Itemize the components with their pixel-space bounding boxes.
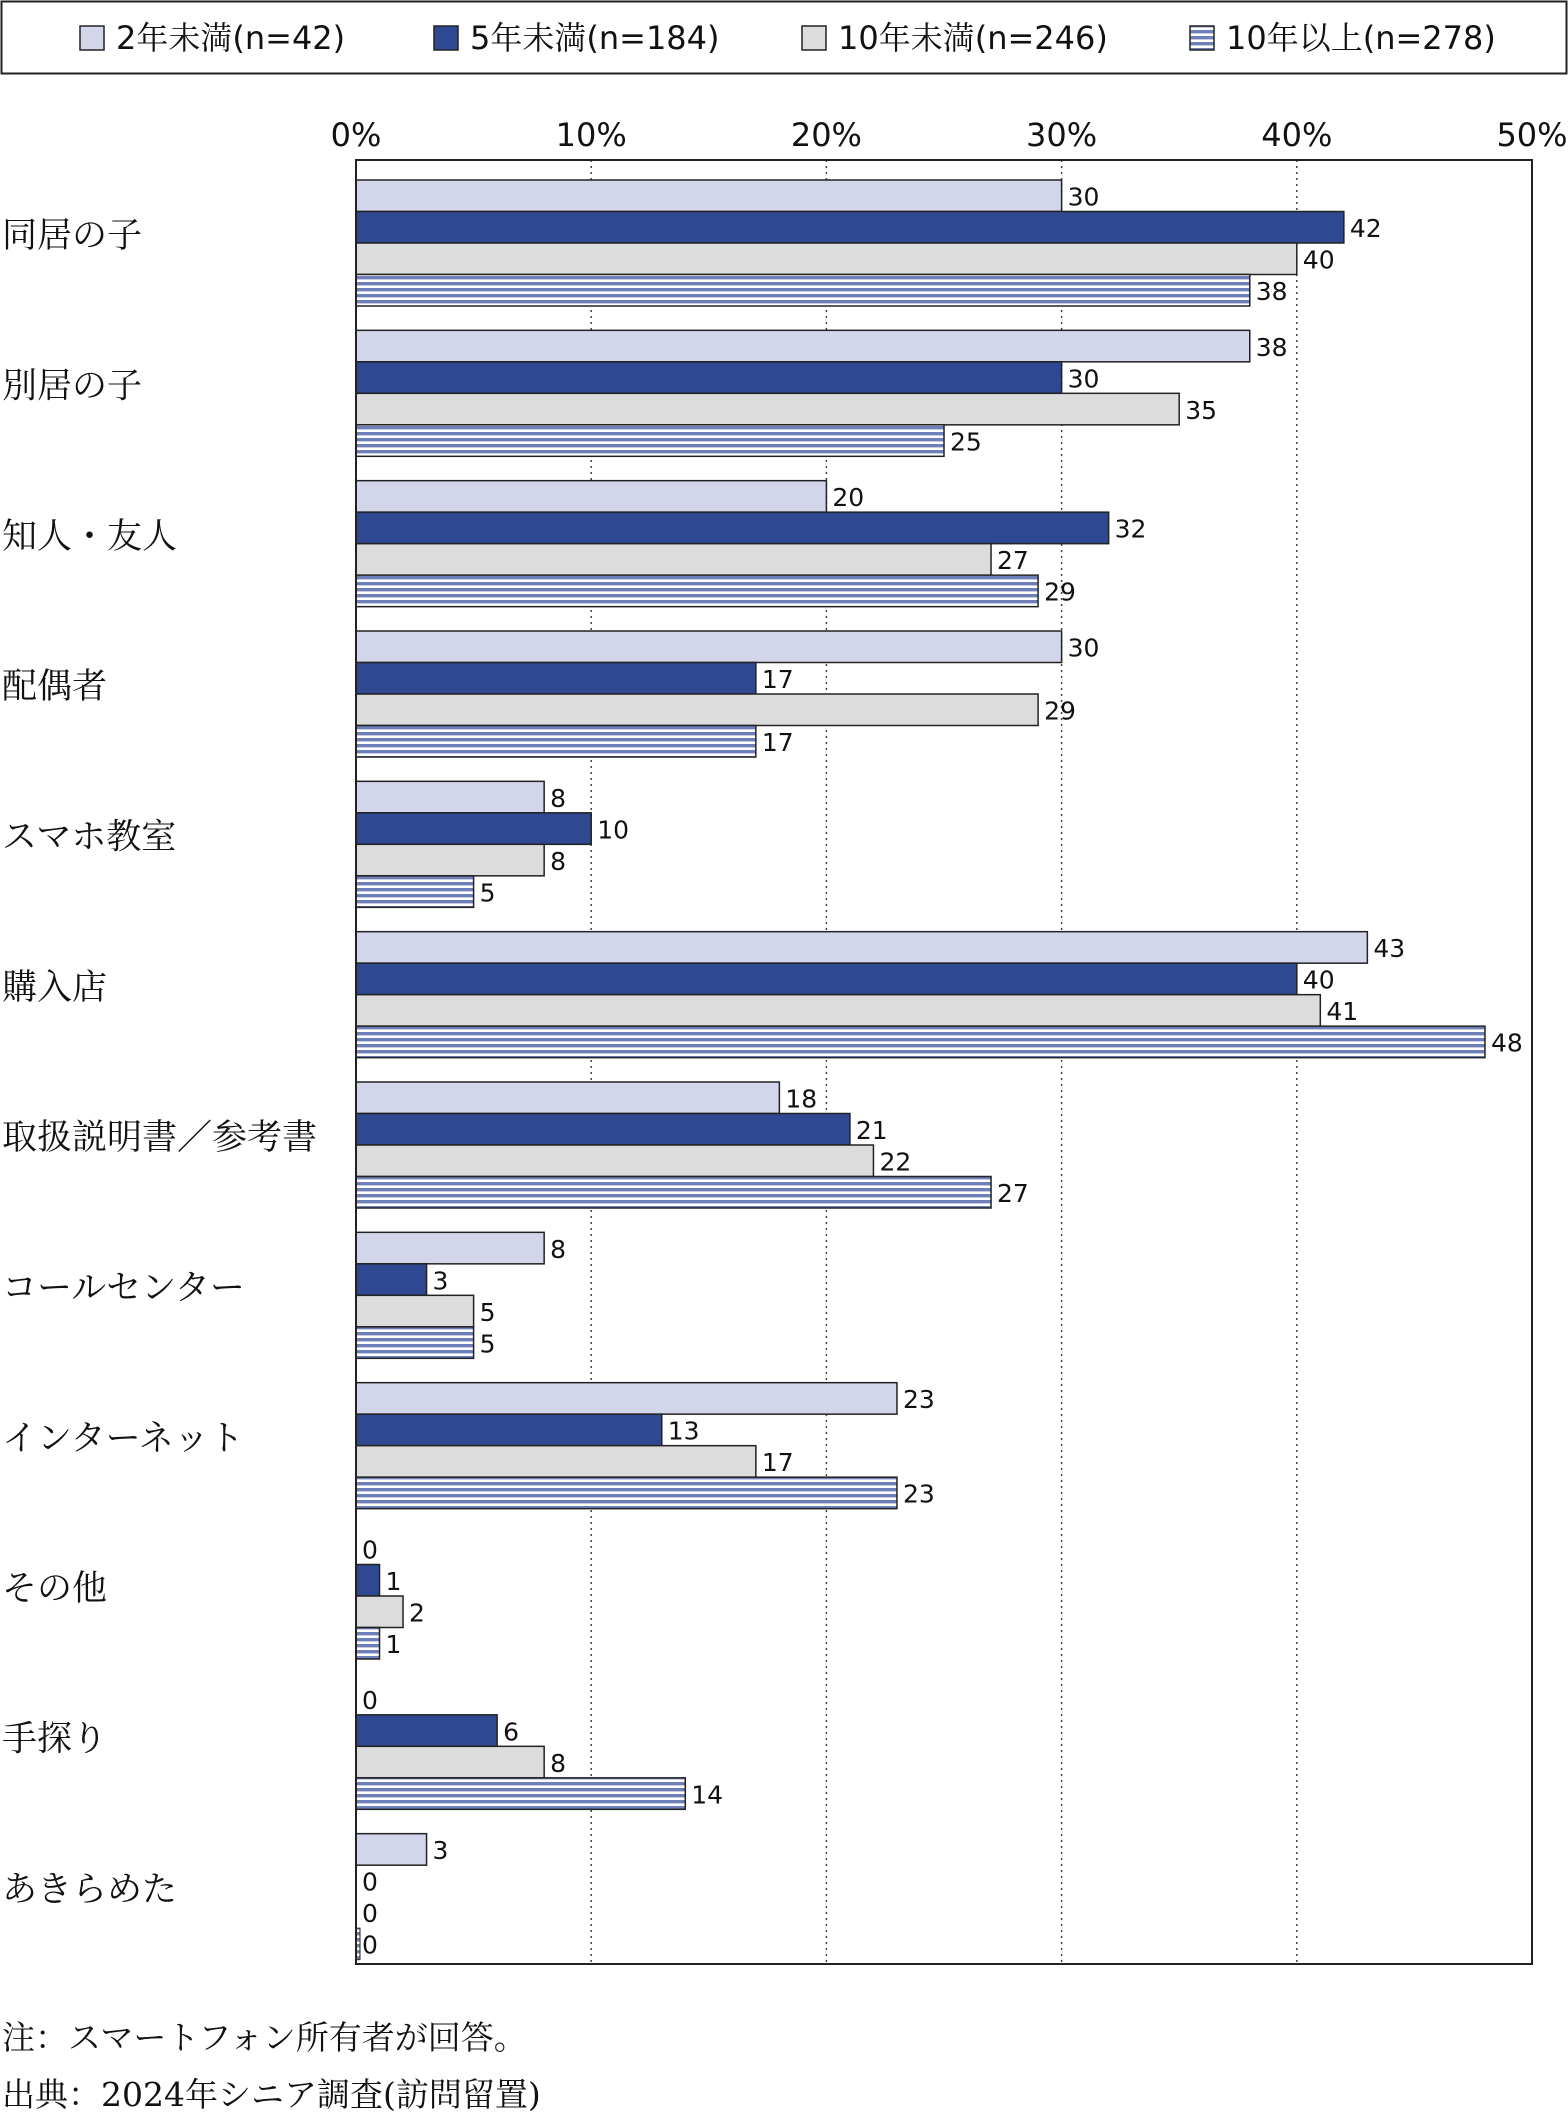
- data-label-2-3: 35: [1185, 395, 1218, 425]
- bar-9-2: [356, 1414, 662, 1446]
- bars: [356, 180, 1523, 1960]
- x-tick-label-30: 30%: [1026, 116, 1098, 154]
- bar-4-4: [356, 726, 756, 758]
- data-label-4-1: 30: [1067, 633, 1100, 663]
- data-label-2-4: 25: [950, 427, 982, 457]
- x-tick-label-50: 50%: [1496, 116, 1568, 154]
- bar-2-4: [356, 425, 944, 457]
- data-label-7-2: 21: [855, 1116, 888, 1145]
- bar-6-3: [356, 995, 1320, 1027]
- data-label-1-3: 40: [1302, 245, 1335, 275]
- data-label-1-1: 30: [1067, 182, 1100, 212]
- data-label-5-1: 8: [550, 783, 567, 813]
- data-label-7-1: 18: [785, 1084, 818, 1114]
- category-label-3: 知人・友人: [2, 516, 178, 557]
- data-label-8-1: 8: [550, 1234, 567, 1264]
- data-label-5-3: 8: [550, 846, 567, 876]
- data-label-10-1: 0: [362, 1535, 378, 1565]
- bar-7-3: [356, 1145, 873, 1177]
- bar-5-4: [356, 876, 474, 908]
- data-label-9-3: 17: [761, 1448, 794, 1478]
- bar-3-4: [356, 575, 1038, 607]
- bar-8-1: [356, 1232, 544, 1264]
- data-label-7-3: 22: [879, 1147, 912, 1177]
- category-label-7: 取扱説明書／参考書: [2, 1118, 318, 1159]
- data-label-12-2: 0: [362, 1867, 378, 1897]
- data-label-11-1: 0: [362, 1685, 378, 1715]
- legend-label-4: 10年以上(n=278): [1226, 19, 1496, 57]
- data-label-7-4: 27: [997, 1179, 1029, 1208]
- data-label-8-3: 5: [479, 1297, 496, 1327]
- data-label-3-4: 29: [1044, 577, 1076, 607]
- category-label-9: インターネット: [2, 1418, 244, 1459]
- category-label-5: スマホ教室: [2, 817, 177, 858]
- x-tick-label-40: 40%: [1261, 116, 1333, 154]
- x-tick-label-20: 20%: [790, 116, 862, 154]
- bar-1-3: [356, 243, 1297, 275]
- data-label-4-2: 17: [761, 665, 794, 694]
- bar-8-4: [356, 1327, 474, 1359]
- data-label-6-4: 48: [1490, 1028, 1523, 1058]
- bar-10-2: [356, 1565, 380, 1597]
- bar-9-4: [356, 1477, 897, 1509]
- category-label-12: あきらめた: [2, 1869, 178, 1910]
- bar-7-1: [356, 1082, 779, 1114]
- data-label-10-2: 1: [385, 1567, 402, 1596]
- bar-4-3: [356, 694, 1038, 726]
- data-label-9-4: 23: [902, 1479, 935, 1509]
- bar-2-1: [356, 330, 1250, 362]
- bar-10-4: [356, 1628, 380, 1660]
- category-label-4: 配偶者: [2, 667, 108, 708]
- bar-5-1: [356, 781, 544, 813]
- data-label-6-3: 41: [1326, 997, 1359, 1027]
- legend-swatch-1: [80, 26, 104, 50]
- category-labels: [2, 216, 317, 1910]
- data-label-10-3: 2: [409, 1598, 425, 1628]
- bar-9-3: [356, 1446, 756, 1478]
- data-label-6-2: 40: [1302, 965, 1335, 995]
- legend-label-1: 2年未満(n=42): [116, 19, 346, 57]
- category-label-10: その他: [2, 1569, 108, 1610]
- bar-12-1: [356, 1834, 427, 1866]
- data-label-11-2: 6: [503, 1717, 520, 1747]
- chart-source: 出典：2024年シニア調査(訪問留置): [2, 2075, 541, 2114]
- data-label-10-4: 1: [385, 1630, 402, 1659]
- data-label-8-2: 3: [432, 1266, 449, 1296]
- bar-4-1: [356, 631, 1062, 663]
- data-label-12-3: 0: [362, 1899, 378, 1929]
- data-label-11-3: 8: [550, 1748, 567, 1778]
- data-label-11-4: 14: [691, 1780, 724, 1810]
- data-label-3-2: 32: [1114, 514, 1147, 544]
- bar-8-2: [356, 1264, 427, 1296]
- data-label-9-1: 23: [902, 1385, 935, 1415]
- legend-swatch-2: [434, 26, 458, 50]
- legend: [2, 2, 1567, 74]
- x-tick-label-0: 0%: [330, 116, 382, 154]
- bar-1-1: [356, 180, 1062, 212]
- bar-11-3: [356, 1746, 544, 1778]
- x-tick-label-10: 10%: [555, 116, 627, 154]
- bar-6-1: [356, 932, 1367, 964]
- chart-note: 注：スマートフォン所有者が回答。: [2, 2018, 527, 2057]
- category-label-8: コールセンター: [2, 1268, 245, 1309]
- data-label-2-2: 30: [1067, 364, 1100, 394]
- category-label-11: 手探り: [2, 1719, 108, 1760]
- bar-7-4: [356, 1177, 991, 1209]
- bar-7-2: [356, 1114, 850, 1146]
- legend-swatch-3: [802, 26, 826, 50]
- bar-5-2: [356, 813, 591, 845]
- data-label-8-4: 5: [479, 1329, 496, 1359]
- data-label-3-1: 20: [832, 483, 865, 513]
- data-label-3-3: 27: [997, 546, 1029, 576]
- data-label-12-1: 3: [432, 1836, 449, 1866]
- x-axis-ticks: [331, 116, 1568, 154]
- data-label-1-2: 42: [1349, 214, 1382, 243]
- bar-2-3: [356, 393, 1179, 425]
- data-label-5-2: 10: [597, 815, 630, 845]
- legend-label-2: 5年未満(n=184): [470, 19, 720, 57]
- bar-3-2: [356, 512, 1109, 544]
- bar-9-1: [356, 1383, 897, 1415]
- bar-3-3: [356, 544, 991, 576]
- bar-3-1: [356, 481, 826, 512]
- bar-6-2: [356, 963, 1297, 995]
- data-label-1-4: 38: [1255, 277, 1288, 306]
- legend-label-3: 10年未満(n=246): [838, 19, 1108, 57]
- data-label-5-4: 5: [479, 878, 496, 908]
- bar-2-2: [356, 362, 1062, 394]
- data-label-4-4: 17: [761, 728, 794, 757]
- data-label-12-4: 0: [362, 1930, 378, 1960]
- category-label-1: 同居の子: [2, 216, 143, 257]
- bar-4-2: [356, 663, 756, 695]
- bar-8-3: [356, 1295, 474, 1327]
- category-label-6: 購入店: [2, 967, 108, 1008]
- bar-6-4: [356, 1026, 1485, 1058]
- bar-5-3: [356, 844, 544, 876]
- bar-11-4: [356, 1778, 685, 1810]
- legend-swatch-4: [1190, 26, 1214, 50]
- bar-1-4: [356, 275, 1250, 307]
- data-label-2-1: 38: [1255, 332, 1288, 362]
- data-label-9-2: 13: [667, 1416, 700, 1446]
- bar-1-2: [356, 212, 1344, 244]
- data-label-4-3: 29: [1044, 696, 1076, 726]
- bar-11-2: [356, 1715, 497, 1747]
- bar-10-3: [356, 1596, 403, 1628]
- data-label-6-1: 43: [1373, 934, 1406, 964]
- category-label-2: 別居の子: [2, 366, 143, 407]
